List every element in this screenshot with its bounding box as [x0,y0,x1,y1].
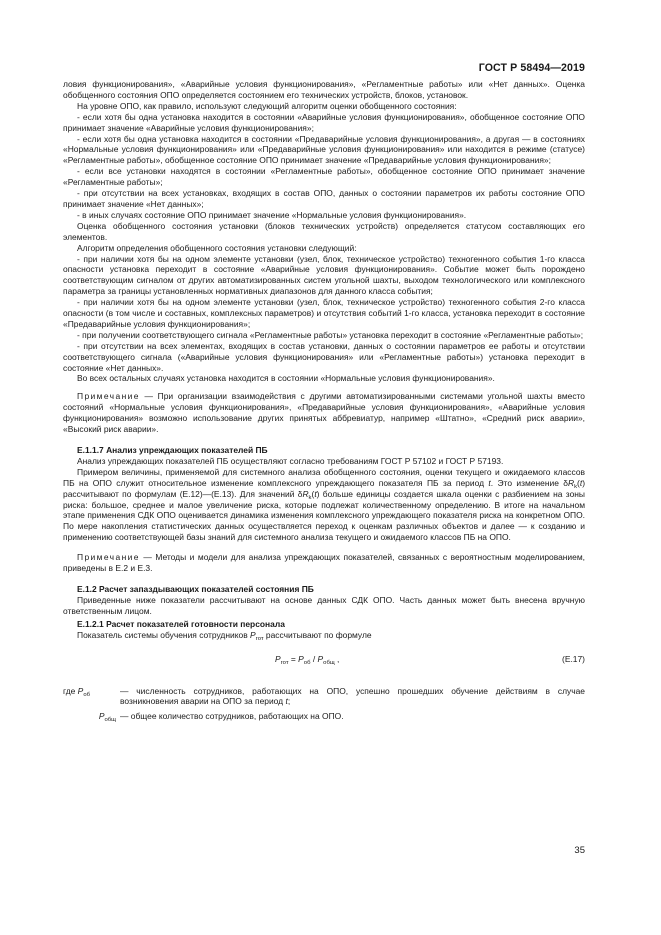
paragraph: ловия функционирования», «Аварийные условия функционирования», «Регламентные работы» или «Нет данных». Оценка обобщенного состояния ОПО определяется состоянием его технических устройств, блоков, установок. [63,79,585,100]
paragraph: Во всех остальных случаях установка находится в состоянии «Нормальные условия функционирования». [77,373,495,384]
section-heading: Е.1.1.7 Анализ упреждающих показателей ПБ [77,445,268,455]
list-item: - в иных случаях состояние ОПО принимает значение «Нормальные условия функционирования». [77,209,467,220]
explanation-row: где $P_{об}$ — численность сотрудников, работающих на ОПО, успешно прошедших обучение действиям в случае возникновения аварии на ОПО за период t; [63,685,585,707]
note-label: Примечание [77,391,140,402]
paragraph: Приведенные ниже показатели рассчитывают на основе данных СДК ОПО. Часть данных может быть внесена вручную ответственным лицом. [63,594,585,616]
section-heading: Е.1.2.1 Расчет показателей готовности персонала [77,618,285,629]
formula-explanation [63,686,585,723]
note [63,391,585,435]
paragraph: Примером величины, применяемой для системного анализа обобщенного состояния, оценки текущего и ожидаемого классов ПБ на ОПО служит относительное изменение комплексного упреждающего показателя ПБ за период t. Это изменение $\delta R_k(t)$ рассчитывают по формулам (Е.12)—(Е.13). Для значений $\delta R_k(t)$ больше единицы создается шкала оценки с разбиением на зоны риска: большое, среднее и малое увеличение риска, которые подлежат количественному определению. В итоге на начальном этапе применения СДК ОПО оценивается динамика изменения комплексного упреждающего показателя риска на конкретном ОПО. По мере накопления статистических данных осуществляется переход к оценкам различных объектов и далее — к созданию и применению соответствующей базы знаний для системного анализа текущего и ожидаемого классов ПБ на ОПО. [63,466,585,543]
paragraph: Показатель системы обучения сотрудников $P_{гот}$ рассчитывают по формуле [77,629,372,642]
formula-block [63,646,585,674]
paragraph: Анализ упреждающих показателей ПБ осуществляют согласно требованиям ГОСТ Р 57102 и ГОСТ Р 57193. [77,455,504,466]
list-item: - при отсутствии на всех элементах, входящих в состав установки, данных о состоянии параметров ее работы и отсутствии соответствующего сигнала («Аварийные условия функционирования» или «Регламентные работы») установка переходит в состояние «Нет данных». [63,340,585,373]
paragraph: Алгоритм определения обобщенного состояния установки следующий: [77,242,357,253]
note-text: — При организации взаимодействия с другими автоматизированными системами угольной шахты вместо состояний «Нормальные условия функционирования», «Предаварийные условия функционирования», «Аварийные условия функционирования» возможно использование других принятых аббревиатур, например «Штатно», «Средний риск аварии», «Высокий риск аварии». [63,391,585,435]
formula: $P_{гот} = P_{об} / P_{общ}$ , [275,653,340,666]
list-item: - при отсутствии на всех установках, входящих в состав ОПО, данных о состоянии параметров их работы состояние ОПО принимает значение «Нет данных»; [63,188,585,209]
note-text: — Методы и модели для анализа упреждающих показателей, связанных с вероятностным моделированием, приведены в Е.2 и Е.3. [63,552,585,574]
list-item: - при наличии хотя бы на одном элементе установки (узел, блок, техническое устройство) техногенного события 2-го класса опасности (в том числе и составных, комплексных параметров) и отсутствия событий 1-го класса, установка переходит в состояние «Предаварийные условия функционирования»; [63,297,585,329]
document-header-id: ГОСТ Р 58494—2019 [478,62,585,74]
formula-number: (Е.17) [562,653,585,664]
list-item: - если хотя бы одна установка находится в состоянии «Аварийные условия функционирования», обобщенное состояние ОПО принимает значение «Аварийные условия функционирования»; [63,111,585,133]
list-item: - если все установки находятся в состоянии «Регламентные работы», обобщенное состояние ОПО принимает значение «Регламентные работы»; [63,166,585,188]
note [63,552,585,574]
document-body [63,79,585,722]
list-item: - при получении соответствующего сигнала «Регламентные работы» установка переходит в состояние «Регламентные работы»; [77,329,584,340]
paragraph: Оценка обобщенного состояния установки (блоков технических устройств) определяется статусом составляющих его элементов. [63,220,585,242]
note-label: Примечание [77,552,140,563]
list-item: - если хотя бы одна установка находится в состоянии «Предаварийные условия функционирования», а другая — в состояниях «Нормальные условия функционирования» или «Предаварийные условия функционирования» или находится в режиме (статусе) «Регламентные работы», обобщенное состояние ОПО принимает значение «Предаварийные условия функционирования»; [63,133,585,166]
page-number: 35 [574,845,585,856]
paragraph: На уровне ОПО, как правило, используют следующий алгоритм оценки обобщенного состояния: [77,100,457,111]
section-heading: Е.1.2 Расчет запаздывающих показателей состояния ПБ [77,583,314,594]
explanation-row: $P_{общ}$ — общее количество сотрудников, работающих на ОПО. [98,711,344,724]
list-item: - при наличии хотя бы на одном элементе установки (узел, блок, техническое устройство) техногенного события 1-го класса опасности установка переходит в состояние «Аварийные условия функционирования». Событие может быть порождено соответствующим сигналом от других автоматизированных систем угольной шахты, выходом технологического или комплексного параметра за границы установленных нормативных диапазонов для данного класса события; [63,253,585,297]
